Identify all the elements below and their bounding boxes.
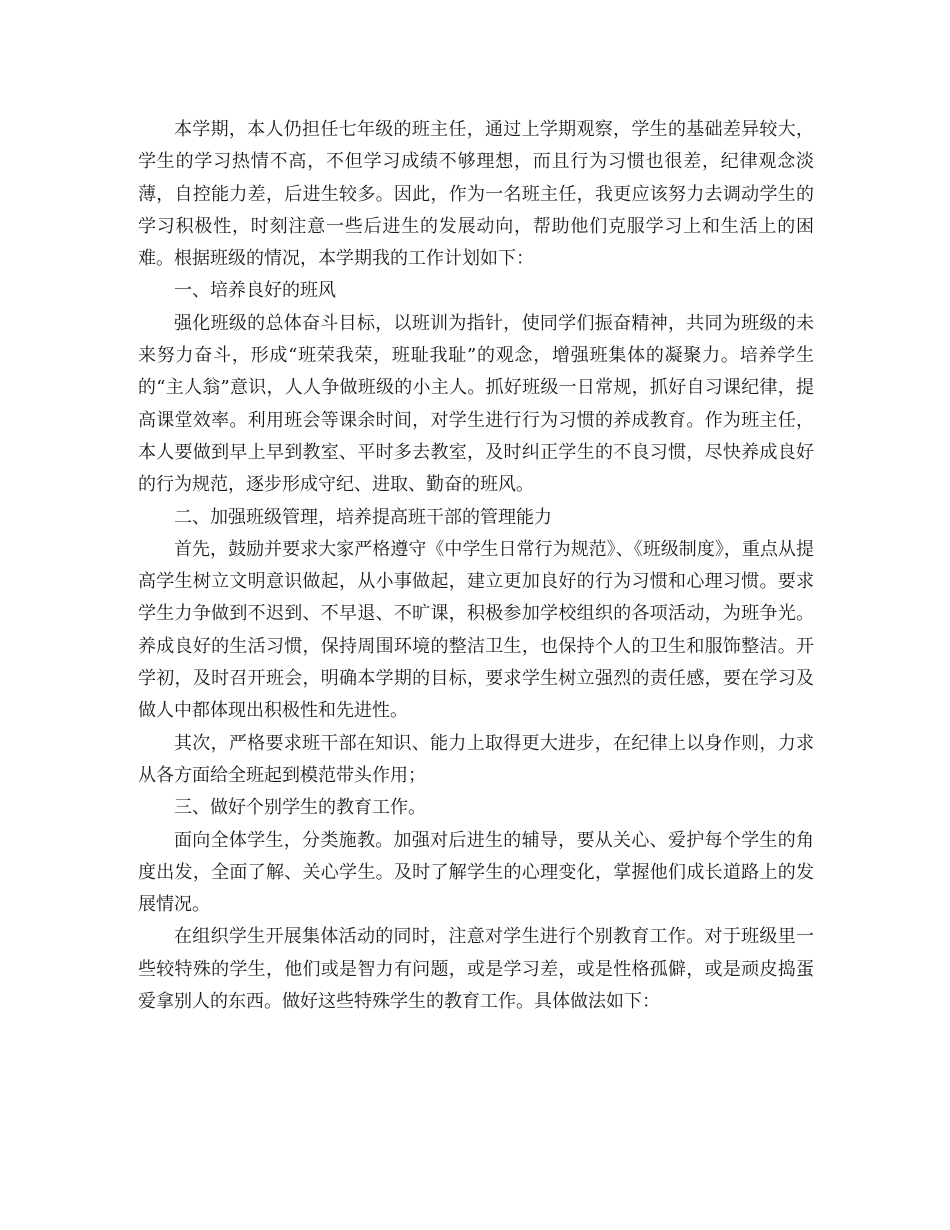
section-3-paragraph-1: 面向全体学生，分类施教。加强对后进生的辅导，要从关心、爱护每个学生的角度出发，全面了解、关心学生。及时了解学生的心理变化，掌握他们成长道路上的发展情况。: [138, 829, 814, 916]
intro-paragraph: 本学期，本人仍担任七年级的班主任，通过上学期观察，学生的基础差异较大，学生的学习热情不高，不但学习成绩不够理想，而且行为习惯也很差，纪律观念淡薄，自控能力差，后进生较多。因此，作为一名班主任，我更应该努力去调动学生的学习积极性，时刻注意一些后进生的发展动向，帮助他们克服学习上和生活上的困难。根据班级的情况，本学期我的工作计划如下：: [138, 119, 814, 270]
section-1-paragraph: 强化班级的总体奋斗目标，以班训为指针，使同学们振奋精神，共同为班级的未来努力奋斗，形成“班荣我荣，班耻我耻”的观念，增强班集体的凝聚力。培养学生的“主人翁”意识，人人争做班级的小主人。抓好班级一日常规，抓好自习课纪律，提高课堂效率。利用班会等课余时间，对学生进行行为习惯的养成教育。作为班主任，本人要做到早上早到教室、平时多去教室，及时纠正学生的不良习惯，尽快养成良好的行为规范，逐步形成守纪、进取、勤奋的班风。: [138, 312, 814, 496]
section-heading-1: 一、培养良好的班风: [174, 280, 336, 302]
section-2-paragraph-2: 其次，严格要求班干部在知识、能力上取得更大进步，在纪律上以身作则，力求从各方面给全班起到模范带头作用；: [138, 732, 814, 786]
document-body: [138, 114, 814, 1018]
section-heading-2: 二、加强班级管理，培养提高班干部的管理能力: [174, 506, 552, 528]
section-heading-3: 三、做好个别学生的教育工作。: [174, 797, 426, 819]
section-3-paragraph-2: 在组织学生开展集体活动的同时，注意对学生进行个别教育工作。对于班级里一些较特殊的学生，他们或是智力有问题，或是学习差，或是性格孤僻，或是顽皮捣蛋爱拿别人的东西。做好这些特殊学生的教育工作。具体做法如下：: [138, 926, 814, 1013]
section-2-paragraph-1: 首先，鼓励并要求大家严格遵守《中学生日常行为规范》、《班级制度》，重点从提高学生树立文明意识做起，从小事做起，建立更加良好的行为习惯和心理习惯。要求学生力争做到不迟到、不早退、不旷课，积极参加学校组织的各项活动，为班争光。养成良好的生活习惯，保持周围环境的整洁卫生，也保持个人的卫生和服饰整洁。开学初，及时召开班会，明确本学期的目标，要求学生树立强烈的责任感，要在学习及做人中都体现出积极性和先进性。: [138, 538, 814, 722]
